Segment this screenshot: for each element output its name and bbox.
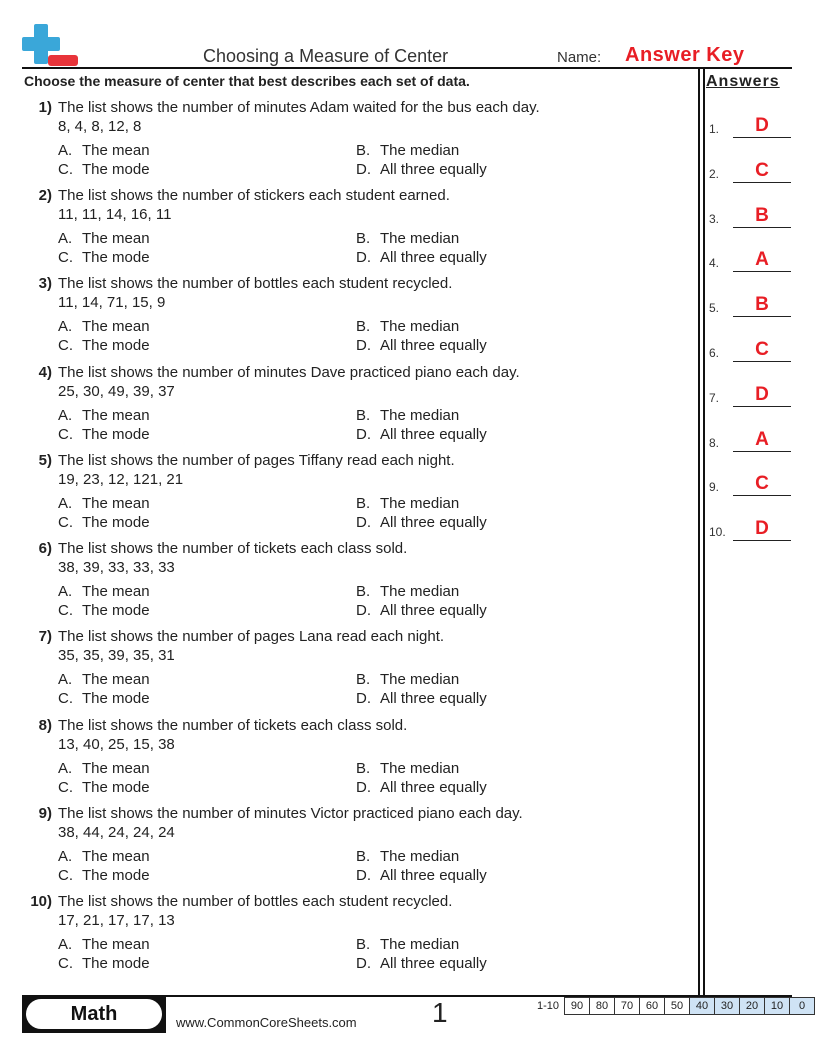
option-text: The median [380, 760, 460, 777]
option-letter: D. [356, 249, 371, 266]
score-cell: 90 [564, 997, 590, 1015]
option-text: The mode [82, 955, 150, 972]
answer-value: A [755, 249, 769, 271]
option-letter: B. [356, 230, 371, 247]
option-letter: B. [356, 142, 371, 159]
option-c [58, 161, 150, 178]
answer-value: D [755, 518, 769, 540]
option-letter: D. [356, 867, 371, 884]
answer-number: 2. [709, 166, 720, 181]
option-a [58, 671, 150, 688]
option-d [356, 249, 487, 266]
question-data: 38, 39, 33, 33, 33 [58, 559, 175, 576]
option-text: All three equally [380, 690, 487, 707]
option-a [58, 407, 150, 424]
answer-blank-line [733, 316, 791, 317]
option-letter: D. [356, 426, 371, 443]
answer-slot [709, 204, 795, 228]
option-a [58, 583, 150, 600]
question-number: 6) [38, 540, 52, 557]
answer-slot [709, 428, 795, 452]
answer-blank-line [733, 540, 791, 541]
answer-column-divider [698, 67, 700, 995]
question-data: 13, 40, 25, 15, 38 [58, 736, 175, 753]
option-letter: A. [58, 495, 73, 512]
option-letter: C. [58, 249, 73, 266]
option-c [58, 249, 150, 266]
option-letter: D. [356, 690, 371, 707]
option-a [58, 936, 150, 953]
question-number: 9) [38, 805, 52, 822]
math-subject-label: Math [26, 999, 162, 1029]
answer-number: 7. [709, 390, 720, 405]
question-data: 8, 4, 8, 12, 8 [58, 118, 142, 135]
question-text: The list shows the number of tickets each class sold. [58, 540, 408, 557]
option-text: The mode [82, 514, 150, 531]
option-text: All three equally [380, 514, 487, 531]
answer-slot [709, 248, 795, 272]
option-text: All three equally [380, 779, 487, 796]
answer-number: 8. [709, 435, 720, 450]
option-letter: A. [58, 760, 73, 777]
question-text: The list shows the number of stickers each student earned. [58, 187, 450, 204]
option-letter: B. [356, 760, 371, 777]
answer-slot [709, 383, 795, 407]
header-divider [22, 67, 792, 69]
option-letter: C. [58, 690, 73, 707]
score-cell: 30 [715, 997, 740, 1015]
option-d [356, 514, 487, 531]
option-text: The median [380, 495, 460, 512]
question-number: 3) [38, 275, 52, 292]
answer-value: C [755, 473, 769, 495]
option-b [356, 848, 459, 865]
answer-column-divider-inner [703, 67, 705, 995]
answer-value: D [755, 383, 769, 405]
option-letter: B. [356, 936, 371, 953]
answer-number: 6. [709, 346, 720, 360]
option-letter: B. [356, 583, 371, 600]
option-d [356, 602, 487, 619]
question-data: 11, 11, 14, 16, 11 [58, 206, 172, 223]
option-d [356, 161, 487, 178]
answer-blank-line [733, 227, 791, 228]
answer-slot [709, 293, 795, 317]
option-text: The mode [82, 867, 150, 884]
option-text: The mean [82, 230, 150, 247]
answer-number: 5. [709, 301, 720, 316]
option-d [356, 867, 487, 884]
option-letter: C. [58, 514, 73, 531]
option-d [356, 955, 487, 972]
question-data: 38, 44, 24, 24, 24 [58, 824, 175, 841]
option-letter: C. [58, 161, 73, 178]
answer-value: A [755, 428, 769, 450]
option-text: The mean [82, 583, 150, 600]
option-letter: B. [356, 671, 371, 688]
question-data: 17, 21, 17, 17, 13 [58, 912, 175, 929]
option-b [356, 407, 459, 424]
question-data: 11, 14, 71, 15, 9 [58, 294, 166, 311]
question-text: The list shows the number of minutes Victor practiced piano each day. [58, 805, 523, 822]
answer-slot [709, 338, 795, 362]
option-text: All three equally [380, 602, 487, 619]
question-number: 5) [38, 452, 52, 469]
option-letter: A. [58, 848, 73, 865]
option-text: All three equally [380, 161, 487, 178]
option-b [356, 760, 459, 777]
answer-slot [709, 114, 795, 138]
option-text: All three equally [380, 426, 487, 443]
option-c [58, 337, 150, 354]
option-letter: D. [356, 514, 371, 531]
answer-slot [709, 517, 795, 541]
question-text: The list shows the number of pages Lana read each night. [58, 628, 445, 645]
option-letter: A. [58, 583, 73, 600]
name-label: Name: [557, 49, 602, 66]
option-c [58, 779, 150, 796]
option-letter: C. [58, 955, 73, 972]
option-a [58, 495, 150, 512]
option-text: The median [380, 848, 460, 865]
answer-blank-line [733, 495, 791, 496]
option-text: All three equally [380, 867, 487, 884]
option-b [356, 142, 459, 159]
page-number: 1 [432, 997, 448, 1028]
score-table [532, 997, 815, 1015]
answer-value: B [755, 294, 769, 316]
option-text: The mean [82, 936, 150, 953]
option-text: All three equally [380, 337, 487, 354]
site-url: www.CommonCoreSheets.com [176, 1015, 357, 1030]
option-c [58, 514, 150, 531]
option-text: The median [380, 936, 460, 953]
question-number: 2) [38, 187, 52, 204]
option-b [356, 230, 459, 247]
score-range-label: 1-10 [536, 1000, 560, 1012]
option-text: The median [380, 230, 460, 247]
question-data: 35, 35, 39, 35, 31 [58, 647, 175, 664]
question-number: 10) [30, 893, 52, 910]
worksheet-title: Choosing a Measure of Center [203, 46, 449, 66]
option-letter: C. [58, 867, 73, 884]
answer-number: 9. [709, 480, 720, 495]
option-letter: C. [58, 779, 73, 796]
answer-blank-line [733, 271, 791, 272]
option-text: The mode [82, 337, 150, 354]
option-letter: B. [356, 848, 371, 865]
option-text: The mean [82, 142, 150, 159]
option-letter: D. [356, 161, 371, 178]
score-cell: 50 [665, 997, 690, 1015]
option-letter: B. [356, 495, 371, 512]
option-c [58, 602, 150, 619]
option-text: All three equally [380, 249, 487, 266]
score-cell: 80 [590, 997, 615, 1015]
option-letter: C. [58, 426, 73, 443]
option-b [356, 318, 459, 335]
option-d [356, 426, 487, 443]
question-text: The list shows the number of bottles each student recycled. [58, 275, 453, 292]
option-a [58, 230, 150, 247]
score-cell: 70 [615, 997, 640, 1015]
option-text: The mode [82, 690, 150, 707]
option-letter: A. [58, 671, 73, 688]
option-text: The median [380, 583, 460, 600]
score-cell: 20 [740, 997, 765, 1015]
answer-blank-line [733, 451, 791, 452]
answer-value: D [755, 115, 769, 136]
answer-number: 1. [709, 122, 720, 136]
option-text: The mean [82, 318, 150, 335]
option-a [58, 142, 150, 159]
question-text: The list shows the number of tickets each class sold. [58, 717, 408, 734]
option-b [356, 936, 459, 953]
option-a [58, 848, 150, 865]
option-text: The median [380, 142, 460, 159]
answers-heading: Answers [706, 73, 780, 90]
answer-value: C [755, 159, 769, 181]
answer-number: 10. [709, 525, 726, 540]
option-text: The mean [82, 407, 150, 424]
question-number: 7) [38, 628, 52, 645]
option-letter: A. [58, 407, 73, 424]
option-letter: B. [356, 318, 371, 335]
question-number: 8) [38, 717, 52, 734]
option-b [356, 495, 459, 512]
plus-minus-logo-icon [22, 24, 80, 68]
option-text: The mean [82, 848, 150, 865]
option-text: The median [380, 671, 460, 688]
option-text: The mean [82, 671, 150, 688]
option-letter: D. [356, 337, 371, 354]
answer-slot [709, 472, 795, 496]
option-letter: A. [58, 142, 73, 159]
option-text: The mode [82, 602, 150, 619]
question-text: The list shows the number of minutes Dave practiced piano each day. [58, 364, 520, 381]
option-a [58, 760, 150, 777]
option-d [356, 337, 487, 354]
answer-blank-line [733, 361, 791, 362]
option-d [356, 690, 487, 707]
option-a [58, 318, 150, 335]
question-text: The list shows the number of minutes Adam waited for the bus each day. [58, 99, 540, 116]
option-letter: D. [356, 779, 371, 796]
option-letter: C. [58, 337, 73, 354]
score-cell: 10 [765, 997, 790, 1015]
answer-number: 3. [709, 211, 720, 226]
option-c [58, 867, 150, 884]
option-b [356, 671, 459, 688]
option-letter: C. [58, 602, 73, 619]
option-c [58, 690, 150, 707]
answer-value: B [755, 204, 769, 226]
answer-number: 4. [709, 256, 720, 271]
option-text: All three equally [380, 955, 487, 972]
answer-blank-line [733, 137, 791, 138]
score-cell: 0 [790, 997, 815, 1015]
instructions: Choose the measure of center that best describes each set of data. [24, 73, 470, 89]
question-text: The list shows the number of bottles each student recycled. [58, 893, 453, 910]
question-number: 1) [38, 99, 52, 116]
answer-value: C [755, 339, 769, 360]
option-letter: D. [356, 955, 371, 972]
option-letter: A. [58, 318, 73, 335]
option-text: The mode [82, 779, 150, 796]
option-text: The median [380, 407, 460, 424]
option-letter: A. [58, 230, 73, 247]
option-c [58, 426, 150, 443]
question-data: 25, 30, 49, 39, 37 [58, 383, 175, 400]
option-text: The mode [82, 426, 150, 443]
question-number: 4) [38, 364, 52, 381]
answer-blank-line [733, 182, 791, 183]
option-text: The mean [82, 495, 150, 512]
option-letter: D. [356, 602, 371, 619]
math-subject-badge [22, 997, 166, 1033]
option-text: The mean [82, 760, 150, 777]
option-text: The median [380, 318, 460, 335]
answer-blank-line [733, 406, 791, 407]
option-b [356, 583, 459, 600]
answer-key-label: Answer Key [625, 44, 745, 66]
question-data: 19, 23, 12, 121, 21 [58, 471, 184, 488]
question-text: The list shows the number of pages Tiffany read each night. [58, 452, 455, 469]
score-cell: 60 [640, 997, 665, 1015]
option-c [58, 955, 150, 972]
option-text: The mode [82, 249, 150, 266]
option-d [356, 779, 487, 796]
score-cell: 40 [690, 997, 715, 1015]
option-letter: B. [356, 407, 371, 424]
answer-slot [709, 159, 795, 183]
option-text: The mode [82, 161, 150, 178]
option-letter: A. [58, 936, 73, 953]
